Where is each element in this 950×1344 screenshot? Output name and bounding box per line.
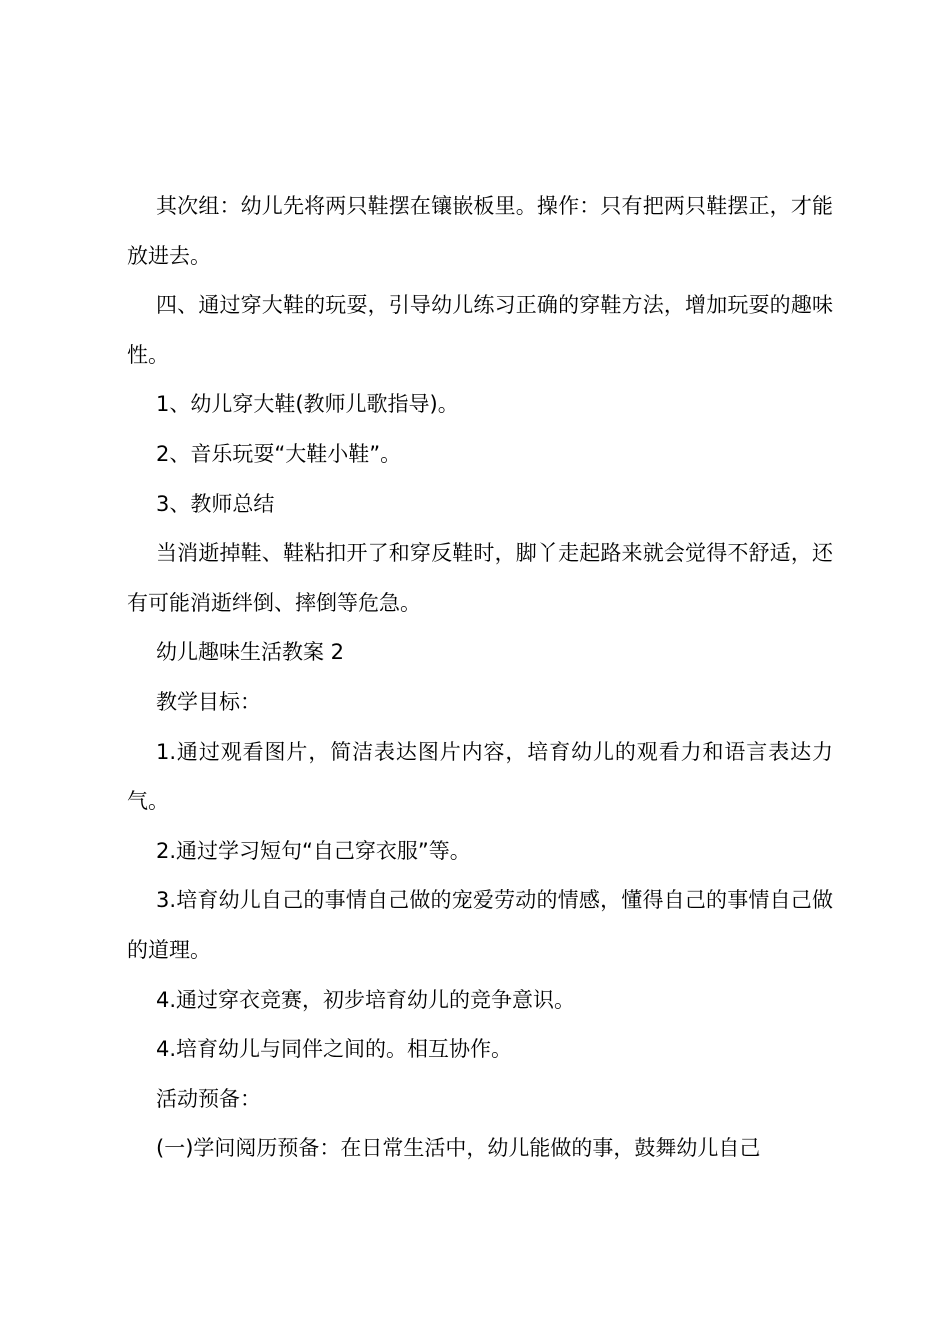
- paragraph-goal-4b: 4.培育幼儿与同伴之间的。相互协作。: [156, 1037, 513, 1062]
- paragraph-goal-2: 2.通过学习短句“自己穿衣服”等。: [156, 838, 471, 863]
- paragraph-3: 1、幼儿穿大鞋(教师儿歌指导)。: [156, 392, 459, 417]
- paragraph-goal-4a: 4.通过穿衣竞赛，初步培育幼儿的竞争意识。: [156, 987, 576, 1012]
- paragraph-goal-1: 1.通过观看图片，简洁表达图片内容，培育幼儿的观看力和语言表达力气。: [127, 739, 833, 814]
- paragraph-5: 3、教师总结: [156, 491, 275, 516]
- paragraph-4: 2、音乐玩耍“大鞋小鞋”。: [156, 441, 402, 466]
- section-heading: 幼儿趣味生活教案 2: [156, 640, 345, 665]
- paragraph-1: 其次组：幼儿先将两只鞋摆在镶嵌板里。操作：只有把两只鞋摆正，才能放进去。: [127, 194, 833, 268]
- document-body: [127, 182, 833, 1174]
- paragraph-activity-prep: 活动预备：: [156, 1086, 261, 1111]
- paragraph-6: 当消逝掉鞋、鞋粘扣开了和穿反鞋时，脚丫走起路来就会觉得不舒适，还有可能消逝绊倒、摔倒等危急。: [127, 541, 833, 615]
- paragraph-teaching-goals: 教学目标：: [156, 689, 261, 714]
- paragraph-knowledge-prep: (一)学问阅历预备：在日常生活中，幼儿能做的事，鼓舞幼儿自己: [156, 1136, 761, 1161]
- paragraph-goal-3: 3.培育幼儿自己的事情自己做的宠爱劳动的情感，懂得自己的事情自己做的道理。: [127, 888, 833, 962]
- paragraph-2: 四、通过穿大鞋的玩耍，引导幼儿练习正确的穿鞋方法，增加玩耍的趣味性。: [127, 293, 833, 367]
